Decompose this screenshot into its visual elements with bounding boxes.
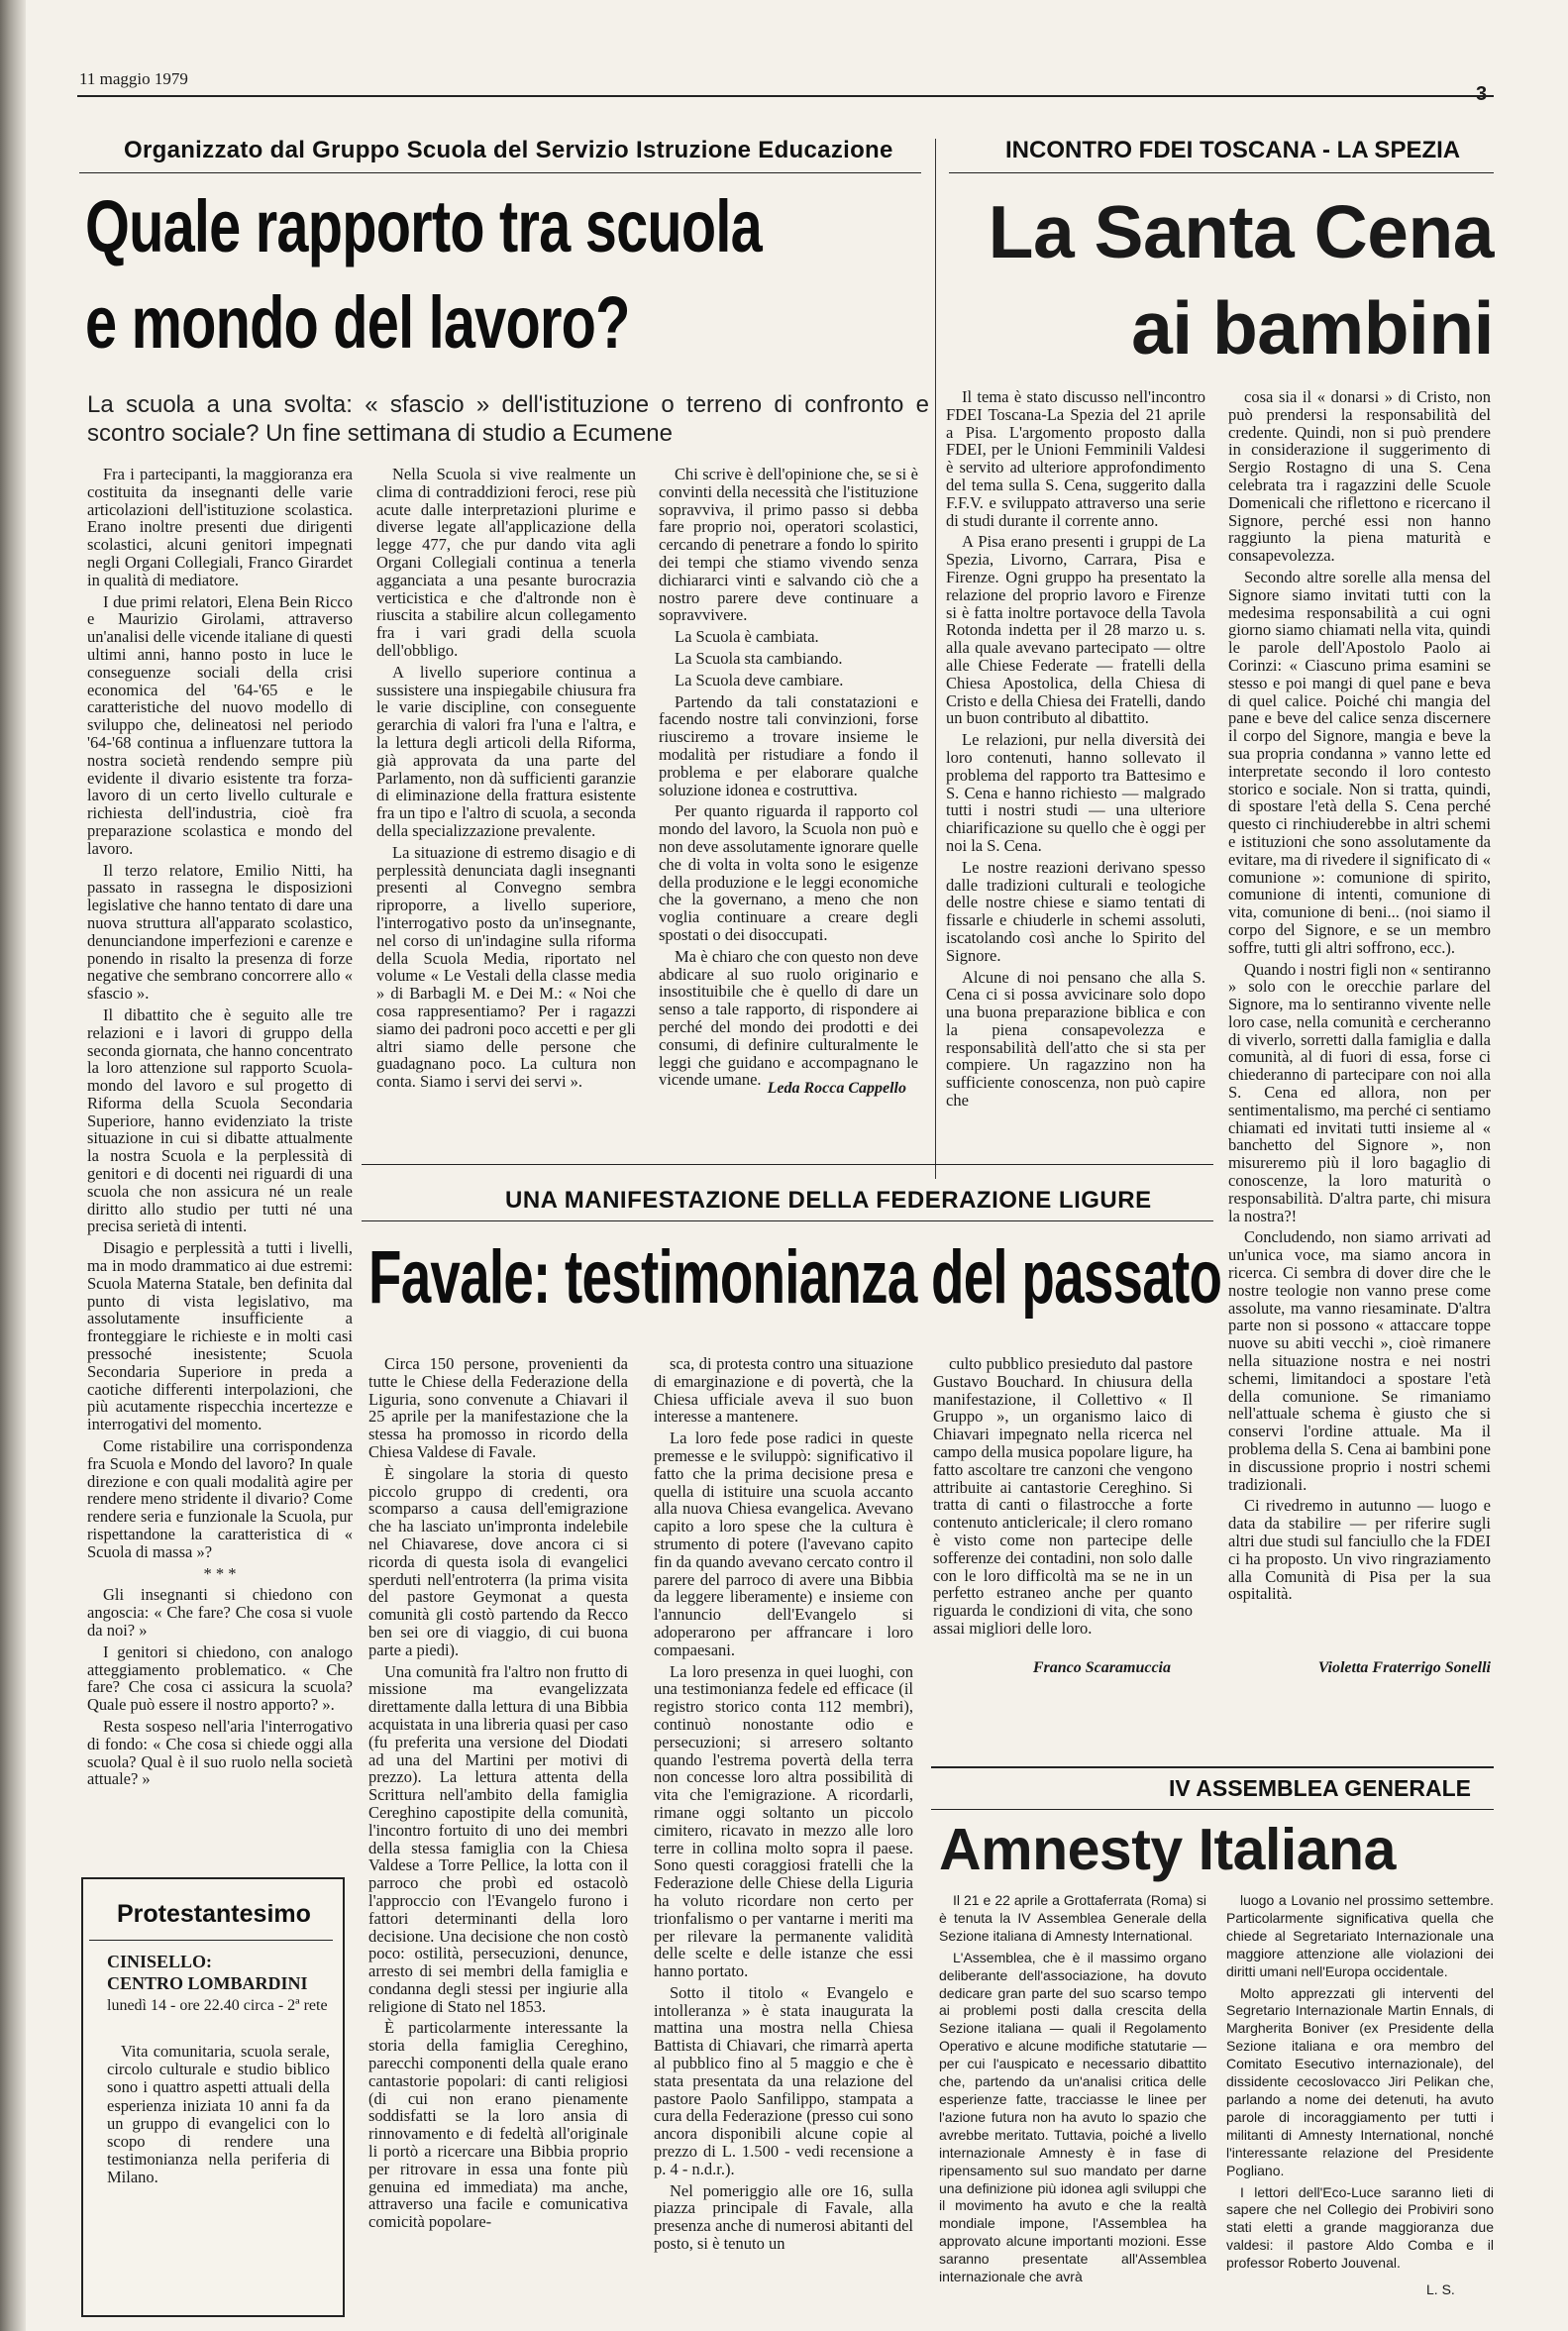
paragraph: Resta sospeso nell'aria l'interrogativo di fondo: « Che cosa si chiede oggi alla scuola? Qual è il suo ruolo nella società attuale? »	[87, 1716, 353, 1789]
paragraph: Una comunità fra l'altro non frutto di missione ma evangelizzata direttamente dalla lettura di una Bibbia acquistata in una libreria quasi per caso (fu preferita una versione del Diodati ad una del Martini per motivi di prezzo). La lettura attenta della Scrittura nell'ambito della famiglia Cereghino capostipite della comunità, l'incontro fortuito di uno dei membri della stessa famiglia con la Chiesa Valdese a Torre Pellice, la lotta con il parroco che probì ed ostacolò l'approccio con l'Evangelo furono i fattori determinanti della loro decisione. Una decisione che non costò poco: ostilità, persecuzioni, denunce, arresto di sei membri della famiglia e condanna degli stessi per ingiurie alla religione di Stato nel 1853.	[368, 1661, 628, 2016]
supper-headline-line2: ai bambini	[1131, 286, 1494, 370]
paragraph: sca, di protesta contro una situazione di emarginazione e di povertà, che la Chiesa ufficiale aveva il suo buon interesse a mantenere.	[654, 1354, 913, 1427]
paragraph: Ci rivedremo in autunno — luogo e data da stabilire — per riferire sugli altri due studi sul fanciullo che la FDEI ci ha proposto. Un vivo ringraziamento alla Comunità di Pisa per la sua ospitalità.	[1228, 1496, 1491, 1604]
box-text: Vita comunitaria, scuola serale, circolo culturale e studio biblico sono i quattro aspetti attuali della esperienza iniziata 10 anni fa da un gruppo di evangelici con lo scopo di rendere una testimonianza nella periferia di Milano.	[107, 2042, 330, 2187]
box-title-rule	[89, 1940, 333, 1941]
amnesty-column-1	[939, 1892, 1206, 2308]
paragraph: Chi scrive è dell'opinione che, se si è convinti della necessità che l'istituzione sopravviva, il primo passo si debba fare proprio noi, operatori scolastici, cercando di penetrare a fondo lo spirito dei tempi che stiamo vivendo senza dichiararci vinti e salvando ciò che a nostro parere deve continuare a sopravvivere.	[659, 465, 918, 625]
paragraph: Nel pomeriggio alle ore 16, sulla piazza principale di Favale, alla presenza anche di numerosi abitanti del posto, si è tenuto un	[654, 2180, 913, 2254]
paragraph: È particolarmente interessante la storia della famiglia Cereghino, parecchi componenti della quale erano cantastorie popolari: di canti religiosi (di cui non erano pienamente soddisfatti se la loro ansia di rinnovamento e di fedeltà all'originale li portò a ricercare una Bibbia proprio per ritrovare in essa una fonte più genuina ed immediata) ma anche, attraverso una facile e comunicativa comicità popolare-	[368, 2018, 628, 2232]
paragraph: Circa 150 persone, provenienti da tutte le Chiese della Federazione della Liguria, sono convenute a Chiavari il 25 aprile per la manifestazione che la stessa ha promosso in ricordo della Chiesa Valdese di Favale.	[368, 1354, 628, 1461]
paragraph: Le relazioni, pur nella diversità dei loro contenuti, hanno sollevato il problema del rapporto tra Battesimo e S. Cena e hanno richiesto — malgrado tutti i nostri studi — una ulteriore chiarificazione su quello che è oggi per noi la S. Cena.	[946, 730, 1205, 855]
school-headline-line2: e mondo del lavoro?	[85, 281, 630, 364]
paragraph: La Scuola deve cambiare.	[675, 670, 844, 689]
page-number: 3	[1476, 83, 1488, 105]
paragraph: Alcune di noi pensano che alla S. Cena ci si possa avvicinare solo dopo una buona preparazione biblica e con la piena consapevolezza e responsabilità dell'atto che si sta per compiere. Un ragazzino non ha sufficiente conoscenza, non può capire che	[946, 967, 1205, 1111]
paragraph: I due primi relatori, Elena Bein Ricco e Maurizio Girolami, attraverso un'analisi delle vicende italiane di questi ultimi anni, hanno posto in luce le conseguenze sociali della crisi economica del '64-'65 e le caratteristiche del nuovo modello di sviluppo che, delineatosi nel periodo '64-'68 continua a influenzare tuttora la nostra società rendendo sempre più evidente il divario esistente tra forza-lavoro di un certo livello culturale e richiesta dell'industria, cioè fra preparazione scolastica e mondo del lavoro.	[87, 591, 353, 858]
favale-column-2	[654, 1355, 913, 2326]
paragraph: Le nostre reazioni derivano spesso dalle tradizioni culturali e teologiche delle nostre chiese e siamo tentati di fissarle e chiuderle in schemi assoluti, iscatolando così anche lo Spirito del Signore.	[946, 857, 1205, 965]
issue-date: 11 maggio 1979	[79, 69, 188, 88]
box-venue: CENTRO LOMBARDINI	[107, 1973, 308, 1993]
page-spine-shadow	[0, 0, 26, 2331]
paragraph: Nella Scuola si vive realmente un clima di contraddizioni feroci, rese più acute dalle interpretazioni plurime e diverse legate all'applicazione della legge 477, che pur dando vita agli Organi Collegiali continua a tenerla agganciata a una pesante burocrazia verticistica e che d'altronde non è riuscita a stabilire alcun collegamento fra i vari gradi della scuola dell'obbligo.	[376, 465, 636, 660]
paragraph: Come ristabilire una corrispondenza fra Scuola e Mondo del lavoro? In quale direzione e con quali modalità agire per rendere meno stridente il divario? Come rendere seria e funzionale la Scuola, pur rispettandone la caratteristica di « Scuola di massa »?	[87, 1436, 353, 1561]
paragraph: È singolare la storia di questo piccolo gruppo di credenti, ora scomparso a causa dell'emigrazione che ha lasciato un'impronta indelebile nel Chiavarese, dove ancora ci si ricorda di questa isola di evangelici sperduti nell'entroterra (la prima visita del pastore Geymonat a questa comunità gli costò partendo da Recco ben sei ore di viaggio, di cui buona parte a piedi).	[368, 1463, 628, 1659]
amnesty-headline: Amnesty Italiana	[939, 1817, 1396, 1882]
paragraph: La Scuola è cambiata.	[675, 627, 819, 647]
supper-signature: Violetta Fraterrigo Sonelli	[1317, 1659, 1491, 1676]
supper-column-2	[1228, 388, 1491, 1656]
amnesty-kicker: IV ASSEMBLEA GENERALE	[1169, 1775, 1471, 1801]
school-headline-line1: Quale rapporto tra scuola	[85, 185, 762, 267]
amnesty-top-rule	[931, 1766, 1494, 1768]
paragraph: La loro presenza in quei luoghi, con una testimonianza fedele ed efficace (il registro storico conta 112 membri), continuò nonostante odio e persecuzioni; si arresero soltanto quando l'estrema povertà della terra non concesse loro altra possibilità di vita che l'emigrazione. A ricordarli, rimane oggi soltanto un piccolo cimitero, ricavato in mezzo alle loro terre in collina molto sopra il paese. Sono questi coraggiosi fratelli che la Federazione delle Chiese della Liguria ha voluto ricordare non certo per trionfalismo o per vantarne i meriti ma per rilevare la permanente validità delle scelte e delle istanze che essi hanno portato.	[654, 1661, 913, 1981]
paragraph: Fra i partecipanti, la maggioranza era costituita da insegnanti delle varie articolazioni dell'istituzione scolastica. Erano inoltre presenti due dirigenti scolastici, alcuni genitori impegnati negli Organi Collegiali, Franco Girardet in qualità di mediatore.	[87, 465, 353, 589]
favale-kicker: UNA MANIFESTAZIONE DELLA FEDERAZIONE LIGURE	[505, 1187, 1152, 1214]
paragraph: A livello superiore continua a sussistere una inspiegabile chiusura fra le varie discipline, con conseguente gerarchia di valori fra l'una e l'altra, e la lettura degli articoli della Riforma, già approvata da una parte del Parlamento, non dà sufficienti garanzie di eliminazione della frattura esistente fra un tipo e l'altro di scuola, a seconda della specializzazione prevalente.	[376, 662, 636, 840]
favale-headline: Favale: testimonianza del passato	[368, 1235, 1222, 1320]
paragraph: I genitori si chiedono, con analogo atteggiamento problematico. « Che fare? Che cosa ci assicura la scuola? Quale può essere il nostro apporto? ».	[87, 1642, 353, 1715]
paragraph: Il 21 e 22 aprile a Grottaferrata (Roma) si è tenuta la IV Assemblea Generale della Sezione italiana di Amnesty International.	[939, 1892, 1206, 1944]
paragraph: I lettori dell'Eco-Luce saranno lieti di sapere che nel Collegio dei Probiviri sono stati eletti a grande maggioranza due valdesi: il pastore Aldo Comba e il professor Roberto Jouvenal.	[1226, 2183, 1494, 2272]
school-signature: Leda Rocca Cappello	[767, 1080, 906, 1097]
school-subhead: La scuola a una svolta: « sfascio » dell'istituzione o terreno di confronto e scontro sociale? Un fine settimana di studio a Ecumene	[87, 391, 929, 447]
paragraph: L'Assemblea, che è il massimo organo deliberante dell'associazione, ha dovuto dedicare gran parte del suo scarso tempo ai problemi posti dalla crescita della Sezione italiana — quali il Regolamento Operativo e alcune modifiche statutarie — per cui l'auspicato e necessario dibattito che, partendo da un'analisi critica delle esperienze fatte, tracciasse le linee per l'azione futura non ha avuto lo spazio che avrebbe meritato. Tuttavia, poiché a livello internazionale Amnesty è in fase di ripensamento sul suo mandato per darne una definizione più idonea agli sviluppi che il movimento ha avuto e che la realtà mondiale impone, l'Assemblea ha approvato alcune importanti mozioni. Esse saranno presentate all'Assemblea internazionale che avrà	[939, 1949, 1206, 2285]
box-place: CINISELLO:	[107, 1952, 213, 1971]
paragraph: La loro fede pose radici in queste premesse e le sviluppò: significativo il fatto che la prima decisione presa e quella di istituire una scuola accanto alla nuova Chiesa evangelica. Avevano capito a loro spese che la cultura è strumento di potere (l'avevano capito fin da quando avevano cercato contro il parere del parroco di avere una Bibbia da leggere liberamente) e insieme con l'annuncio dell'Evangelo si adoperarono per affrancare i loro compaesani.	[654, 1429, 913, 1659]
paragraph: cosa sia il « donarsi » di Cristo, non può prendersi la responsabilità del credente. Quindi, non si può prendere in considerazione il suggerimento di Sergio Rostagno di una S. Cena celebrata tra i ragazzini delle Scuole Domenicali che riflettono e ricercano il Signore, perché essi non hanno raggiunto la piena maturità e consapevolezza.	[1228, 387, 1491, 566]
paragraph: Il dibattito che è seguito alle tre relazioni e i lavori di gruppo della seconda giornata, che hanno concentrato la loro attenzione sul rapporto Scuola-mondo del lavoro e sul progetto di Riforma della Scuola Secondaria Superiore, hanno evidenziato la triste situazione in cui si dibatte attualmente la nostra Scuola e la perplessità di genitori e di docenti nei riguardi di una scuola che non assicura né un reale diritto allo studio per tutti né una precisa serietà di intenti.	[87, 1005, 354, 1236]
supper-kicker-rule	[949, 172, 1494, 173]
paragraph: Molto apprezzati gli interventi del Segretario Internazionale Martin Ennals, di Margherita Boniver (ex Presidente della Sezione italiana e ora membro del Comitato Esecutivo internazionale), del dissidente cecoslovacco Jiri Pelikan che, parlando a nome dei detenuti, ha avuto parole di incoraggiamento per tutti i militanti di Amnesty International, nonché l'interessante relazione del Presidente Pogliano.	[1226, 1984, 1494, 2178]
paragraph: Ma è chiaro che con questo non deve abdicare al suo ruolo originario e insostituibile che è quello di dare un senso a tale rapporto, di rispondere ai perché del mondo dei prodotti e dei consumi, di definire culturalmente le leggi che guidano e accompagnano le vicende umane.	[659, 946, 918, 1090]
paragraph: A Pisa erano presenti i gruppi de La Spezia, Livorno, Carrara, Pisa e Firenze. Ogni gruppo ha presentato la relazione del proprio lavoro e Firenze si è fatta inoltre portavoce della Tavola Rotonda indetta per il 28 marzo u. s. alla quale avevano partecipato — oltre alle Chiese Federate — fratelli della Chiesa Apostolica, della Chiesa di Cristo e della Chiesa dei Fratelli, dando un buon contributo al dibattito.	[946, 532, 1205, 728]
supper-kicker: INCONTRO FDEI TOSCANA - LA SPEZIA	[1005, 137, 1461, 163]
paragraph: Sotto il titolo « Evangelo e intolleranza » è stata inaugurata la mattina una mostra nella Chiesa Battista di Chiavari, che rimarrà aperta al pubblico fino al 5 maggio e che è stata presentata da una relazione del pastore Paolo Sanfilippo, stampata a cura della Federazione (presso cui sono ancora disponibili alcune copie al prezzo di L. 1.500 - vedi recensione a p. 4 - n.d.r.).	[654, 1982, 913, 2178]
supper-headline-line1: La Santa Cena	[988, 190, 1494, 273]
amnesty-kicker-rule	[931, 1809, 1494, 1810]
paragraph: Il terzo relatore, Emilio Nitti, ha passato in rassegna le disposizioni legislative che hanno tentato di dare una nuova struttura all'apparato scolastico, denunciandone imperfezioni e carenze e ponendo in risalto la presenza di forze negative che sembrano concorrere allo « sfascio ».	[87, 860, 353, 1004]
favale-column-1	[368, 1355, 628, 2326]
amnesty-signature: L. S.	[1426, 2281, 1455, 2297]
favale-signature: Franco Scaramuccia	[1032, 1659, 1171, 1676]
paragraph: Partendo da tali constatazioni e facendo nostre tali convinzioni, forse riusciremo a trovare insieme le modalità per ristudiare a fondo il problema e per elaborare qualche soluzione idonea e costruttiva.	[659, 691, 918, 799]
box-title: Protestantesimo	[117, 1900, 311, 1928]
school-column-2	[376, 466, 636, 1149]
divider-vertical-main	[935, 139, 936, 1179]
paragraph: * * *	[203, 1563, 237, 1583]
supper-column-1	[946, 388, 1205, 1119]
paragraph: La Scuola sta cambiando.	[675, 648, 843, 668]
amnesty-column-2	[1226, 1892, 1494, 2272]
paragraph: Il tema è stato discusso nell'incontro FDEI Toscana-La Spezia del 21 aprile a Pisa. L'argomento proposto dalla FDEI, per le Unioni Femminili Valdesi è servito ad ulteriore approfondimento del tema sulla S. Cena, suggerito dalla F.F.V. e sviluppato attraverso una serie di studi durante il corrente anno.	[946, 387, 1205, 530]
paragraph: Concludendo, non siamo arrivati ad un'unica voce, ma siamo ancora in ricerca. Ci sembra di dover dire che le nostre teologie non vanno prese come assolute, ma vanno riesaminate. D'altra parte non si possono « attaccare toppe nuove su abiti vecchi », cioè rimanere nella situazione nostra e nei nostri schemi, limitandoci a spostare l'età della comunione. Se rimaniamo nell'attuale schema è giusto che si conservi l'ordine attuale. Ma il problema della S. Cena ai bambini pone in discussione proprio i nostri schemi tradizionali.	[1228, 1227, 1491, 1494]
header-rule	[77, 95, 1494, 97]
school-kicker-rule	[79, 172, 921, 173]
paragraph: Secondo altre sorelle alla mensa del Signore siamo invitati tutti con la medesima responsabilità a cui ogni giorno siamo chiamati nella vita, quindi le parole dell'Apostolo Paolo ai Corinzi: « Ciascuno prima esamini se stesso e poi mangi di quel pane e beva di quel calice. Poiché chi mangia del pane e beve del calice senza discernere il corpo del Signore, mangia e beve la sua propria condanna » vanno lette ed interpretate secondo il loro contesto storico e sociale. Non si tratta, quindi, di spostare l'età della S. Cena perché questo ci rinchiuderebbe in altri schemi e istituzioni che sono assolutamente da evitare, ma di rivedere il significato di « comunione »: comunione di spirito, comunione di intenti, comunione di vita, comunione di beni... (noi siamo il corpo del Signore, e se un membro soffre, tutti gli altri soffrono, ecc.).	[1228, 567, 1491, 957]
favale-column-3	[933, 1355, 1193, 1652]
favale-top-rule	[362, 1164, 1213, 1165]
favale-kicker-rule	[362, 1220, 1213, 1221]
paragraph: Quando i nostri figli non « sentiranno » solo con le orecchie parlare del Signore, ma lo sentiranno vivente nelle loro case, nella comunità e cercheranno di viverlo, sorretti dalla famiglia e dalla comunità, al di fuori di essa, forse ci chiederanno di partecipare con noi alla S. Cena ed allora, non per sentimentalismo, ma perché ci sentiamo chiamati ed invitati tutti insieme al « banchetto del Signore », non misureremo più il loro bagaglio di conoscenze, la loro maturità o responsabilità. D'altra parte, chi misura la nostra?!	[1228, 959, 1491, 1225]
school-kicker: Organizzato dal Gruppo Scuola del Servizio Istruzione Educazione	[124, 137, 893, 163]
paragraph: Disagio e perplessità a tutti i livelli, ma in modo drammatico ai due estremi: Scuola Materna Statale, ben definita dal punto di vista legislativo, ma assolutamente insufficiente a fronteggiare le richieste e in molti casi pressoché inesistente; Scuola Secondaria Superiore in preda a caotiche differenti interpolazioni, che più acutamente rispecchia incertezze e interrogativi del momento.	[87, 1238, 353, 1434]
school-column-1	[87, 466, 353, 1793]
paragraph: Per quanto riguarda il rapporto col mondo del lavoro, la Scuola non può e non deve assolutamente ignorare quelle che di volta in volta sono le esigenze della produzione e le leggi economiche che la governano, a meno che non voglia continuare a creare degli spostati o dei disoccupati.	[659, 801, 918, 944]
paragraph: luogo a Lovanio nel prossimo settembre. Particolarmente significativa quella che chiede al Segretariato Internazionale una maggiore attenzione alle violazioni dei diritti umani nell'Europa occidentale.	[1226, 1892, 1494, 1979]
paragraph: culto pubblico presieduto dal pastore Gustavo Bouchard. In chiusura della manifestazione, il Collettivo « Il Gruppo », un organismo laico di Chiavari impegnato nella ricerca nel campo della musica popolare ligure, ha fatto ascoltare tre canzoni che vengono attribuite ai cantastorie Cereghino. Si tratta di canti o filastrocche a forte contenuto anticlericale; il clero romano è visto come non partecipe delle sofferenze dei contadini, non solo dalle con le loro difficoltà ma se ne in un perfetto estraneo anche per quanto riguarda le condizioni di vita, che sono assai migliori delle loro.	[933, 1354, 1193, 1638]
paragraph: La situazione di estremo disagio e di perplessità denunciata dagli insegnanti presenti al Convegno sembra riproporre, a livello superiore, l'interrogativo posto da un'insegnante, nel corso di un'indagine sulla riforma della Scuola Media, riportato nel volume « Le Vestali della classe media » di Barbagli M. e Dei M.: « Noi che cosa rappresentiamo? Per i ragazzi siamo dei padroni poco accetti e per gli altri siamo delle persone che guadagnano poco. La cultura non conta. Siamo i servi dei servi ».	[376, 842, 636, 1092]
box-schedule: lunedì 14 - ore 22.40 circa - 2ª rete	[107, 1997, 328, 2014]
paragraph: Gli insegnanti si chiedono con angoscia: « Che fare? Che cosa si vuole da noi? »	[87, 1585, 353, 1640]
